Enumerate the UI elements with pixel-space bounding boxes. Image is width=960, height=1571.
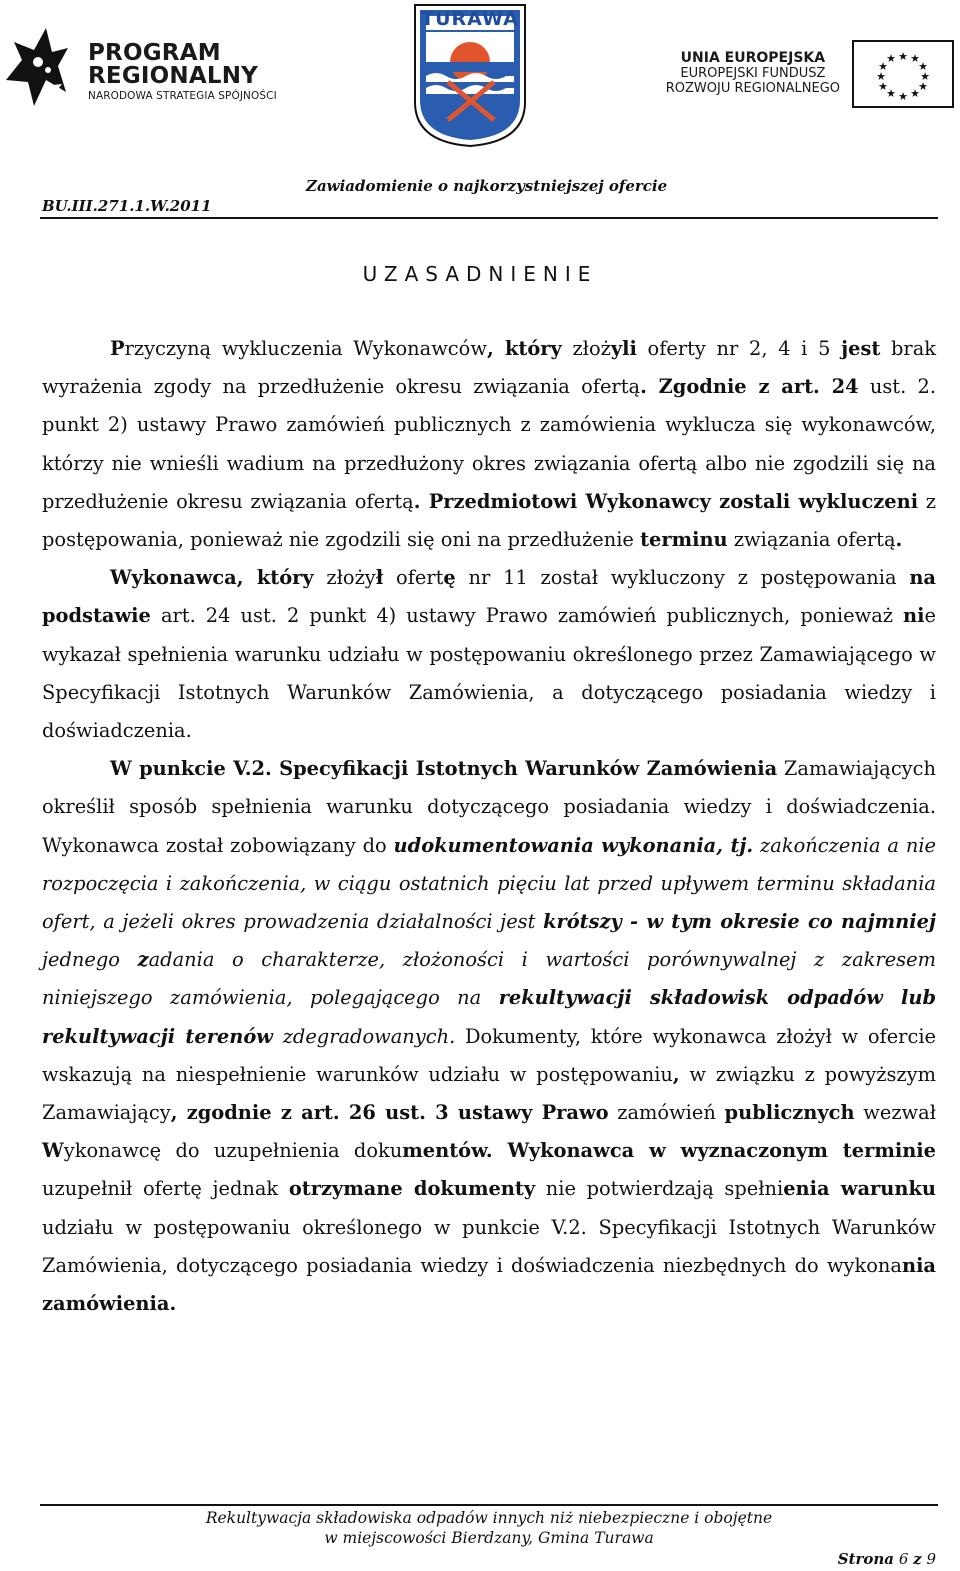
footer-line1: Rekultywacja składowiska odpadów innych niż niebezpieczne i obojętne xyxy=(205,1509,773,1527)
document-reference: BU.III.271.1.W.2011 xyxy=(42,197,212,215)
text-run: zdegradowanych. xyxy=(272,1024,456,1048)
text-run: ykonawcę do uzupełnienia doku xyxy=(63,1139,403,1163)
text-run: udziału w postępowaniu określonego w punkcie V.2. Specyfikacji Istotnych Warunków Zamówienia, dotyczącego posiadania wiedzy i doświadczenia niezbędnych do wykona xyxy=(42,1215,936,1277)
eu-flag-icon xyxy=(852,40,954,108)
crest-label: TURAWA xyxy=(421,8,519,30)
program-title xyxy=(88,42,258,88)
text-run: na podstawie xyxy=(42,566,936,628)
svg-text:★: ★ xyxy=(876,70,886,83)
text-run: ust. 2. punkt 2) ustawy Prawo zamówień publicznych z zamówienia wyklucza się wykonawców, którzy nie wnieśli wadium na przedłużony okres związania ofertą albo nie zgodzili się na przedłużenie okresu związania ofertą xyxy=(42,375,936,513)
page-of: z xyxy=(913,1550,922,1568)
text-run: jednego xyxy=(42,948,138,972)
svg-text:★: ★ xyxy=(886,87,896,100)
text-run: nia zamówienia. xyxy=(42,1253,936,1316)
svg-text:★: ★ xyxy=(878,80,888,93)
eu-line1: UNIA EUROPEJSKA xyxy=(680,50,826,66)
text-run: nie potwierdzają spełni xyxy=(535,1177,784,1201)
text-run: . Zgodnie z art. 24 xyxy=(640,375,859,399)
paragraph-1 xyxy=(42,330,936,559)
text-run: w związku z powyższym Zamawiający xyxy=(42,1062,936,1125)
text-run: złoż xyxy=(561,337,611,360)
text-run: Dokumenty, które wykonawca złożył w ofercie wskazują na niespełnienie warunków udziału w postępowaniu xyxy=(42,1024,936,1086)
text-run: z postępowania, ponieważ nie zgodzili się oni na przedłużenie xyxy=(42,489,936,552)
text-run: adania o charakterze, złożoności i wartości porównywalnej z zakresem niniejszego zamówienia, polegającego na xyxy=(42,948,936,1010)
text-run: enia warunku xyxy=(783,1177,936,1201)
footer-line2: w miejscowości Bierdzany, Gmina Turawa xyxy=(324,1529,654,1547)
svg-text:★: ★ xyxy=(886,52,896,65)
eu-line3: ROZWOJU REGIONALNEGO xyxy=(665,81,840,96)
text-run: . xyxy=(895,528,903,552)
paragraph-3 xyxy=(42,750,936,1323)
page-number xyxy=(838,1550,936,1568)
page-current: 6 xyxy=(898,1550,909,1568)
svg-text:★: ★ xyxy=(918,60,928,73)
text-run: rzyczyną wykluczenia Wykonawców xyxy=(124,337,487,360)
text-run: ofert xyxy=(383,566,444,590)
svg-text:★: ★ xyxy=(918,80,928,93)
text-run: ni xyxy=(903,604,925,628)
text-run: yli xyxy=(610,337,637,360)
text-run: nr 11 został wykluczony z postępowania xyxy=(455,566,910,590)
justification-body xyxy=(42,330,936,1323)
section-title: UZASADNIENIE xyxy=(362,262,598,286)
svg-text:★: ★ xyxy=(910,87,920,100)
paragraph-2 xyxy=(42,559,936,750)
text-run: publicznych xyxy=(724,1101,855,1125)
text-run: zakończenia a nie rozpoczęcia i zakończenia, w ciągu ostatnich pięciu lat przed upływem terminu składania ofert, a jeżeli okres prowadzenia działalności jest xyxy=(42,833,936,934)
svg-text:★: ★ xyxy=(920,70,930,83)
program-title-line1: PROGRAM xyxy=(88,40,221,66)
eu-label xyxy=(666,50,840,96)
svg-text:★: ★ xyxy=(898,50,908,63)
document-type: Zawiadomienie o najkorzystniejszej ofercie xyxy=(306,177,668,195)
text-run: mentów. Wykonawca w wyznaczonym terminie xyxy=(402,1139,937,1163)
program-subtitle: NARODOWA STRATEGIA SPÓJNOŚCI xyxy=(88,90,277,102)
text-run: e wykazał spełnienia warunku udziału w postępowaniu określonego przez Zamawiającego w Specyfikacji Istotnych Warunków Zamówienia, a dotyczącego posiadania wiedzy i doświadczenia. xyxy=(42,604,936,743)
text-run: jest xyxy=(841,337,881,360)
text-run: . Przedmiotowi Wykonawcy zostali wykluczeni xyxy=(413,489,919,513)
text-run: zamówień xyxy=(608,1101,725,1125)
text-run: Zamawiających określił sposób spełnienia warunku dotyczącego posiadania wiedzy i doświadczenia. Wykonawca został zobowiązany do xyxy=(42,757,936,857)
footer xyxy=(0,1508,960,1548)
turawa-crest xyxy=(412,2,528,148)
program-regionalny-logo xyxy=(4,22,294,112)
text-run: , xyxy=(672,1062,680,1086)
text-run: ę xyxy=(443,566,456,590)
text-run: wezwał xyxy=(854,1101,936,1125)
text-run: związania ofertą xyxy=(727,528,896,552)
text-run: oferty nr 2, 4 i 5 xyxy=(636,337,842,360)
text-run: uzupełnił ofertę jednak xyxy=(42,1177,289,1201)
svg-text:★: ★ xyxy=(898,90,908,103)
text-run: rekultywacji składowisk odpadów lub rekultywacji terenów xyxy=(42,986,936,1048)
text-run: , który xyxy=(486,337,562,360)
text-run: z xyxy=(137,948,149,972)
text-run: ł xyxy=(375,566,384,590)
page-total: 9 xyxy=(926,1550,936,1568)
text-run: W punkcie V.2. Specyfikacji Istotnych Warunków Zamówienia xyxy=(110,757,778,781)
text-run: brak wyrażenia zgody na przedłużenie okresu związania ofertą xyxy=(42,337,937,399)
text-run: udokumentowania wykonania, tj. xyxy=(393,833,754,857)
text-run: terminu xyxy=(640,528,728,552)
text-run: P xyxy=(110,337,125,360)
program-title-line2: REGIONALNY xyxy=(88,63,259,89)
star-logo-icon xyxy=(4,22,84,112)
header-divider xyxy=(40,217,938,219)
eu-line2: EUROPEJSKI FUNDUSZ xyxy=(680,66,826,81)
text-run: , zgodnie z art. 26 ust. 3 ustawy Prawo xyxy=(170,1101,609,1125)
footer-divider xyxy=(40,1504,938,1506)
svg-text:★: ★ xyxy=(878,60,888,73)
text-run: złoży xyxy=(313,566,376,590)
text-run: Wykonawca, który xyxy=(110,566,314,590)
text-run: krótszy - w tym okresie co najmniej xyxy=(543,910,936,934)
text-run: otrzymane dokumenty xyxy=(288,1177,536,1201)
text-run: art. 24 ust. 2 punkt 4) ustawy Prawo zamówień publicznych, ponieważ xyxy=(150,604,904,628)
text-run: W xyxy=(42,1139,64,1163)
page-label: Strona xyxy=(837,1550,895,1568)
svg-text:★: ★ xyxy=(910,52,920,65)
